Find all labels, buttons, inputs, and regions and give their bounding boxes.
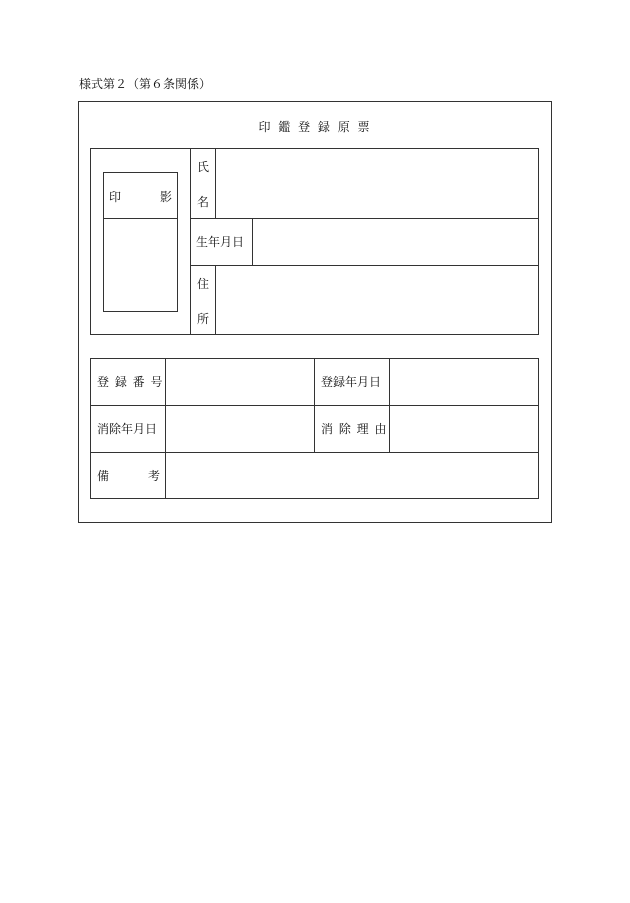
name-label-top: 氏 bbox=[197, 160, 210, 174]
seal-impression-field[interactable] bbox=[104, 219, 177, 311]
address-label-top: 住 bbox=[197, 277, 210, 291]
remarks-label-right: 考 bbox=[148, 469, 161, 483]
cancellation-reason-field[interactable] bbox=[390, 406, 538, 452]
name-field[interactable] bbox=[216, 149, 538, 218]
seal-label-right: 影 bbox=[160, 190, 173, 204]
address-field[interactable] bbox=[216, 266, 538, 334]
registration-number-field[interactable] bbox=[166, 359, 314, 405]
address-label-bottom: 所 bbox=[197, 312, 210, 326]
registration-number-label: 登 録 番 号 bbox=[97, 375, 164, 389]
name-label-bottom: 名 bbox=[197, 195, 210, 209]
remarks-field[interactable] bbox=[166, 453, 538, 498]
cancellation-date-field[interactable] bbox=[166, 406, 314, 452]
registration-date-label: 登録年月日 bbox=[321, 375, 382, 389]
birth-date-field[interactable] bbox=[253, 219, 538, 265]
birth-date-label: 生年月日 bbox=[196, 235, 245, 249]
form-number-label: 様式第２（第６条関係） bbox=[79, 77, 212, 91]
cancellation-reason-label: 消 除 理 由 bbox=[321, 422, 388, 436]
form-title: 印 鑑 登 録 原 票 bbox=[258, 120, 372, 134]
remarks-label-left: 備 bbox=[97, 469, 110, 483]
registration-date-field[interactable] bbox=[390, 359, 538, 405]
seal-label-left: 印 bbox=[109, 190, 122, 204]
cancellation-date-label: 消除年月日 bbox=[97, 422, 158, 436]
